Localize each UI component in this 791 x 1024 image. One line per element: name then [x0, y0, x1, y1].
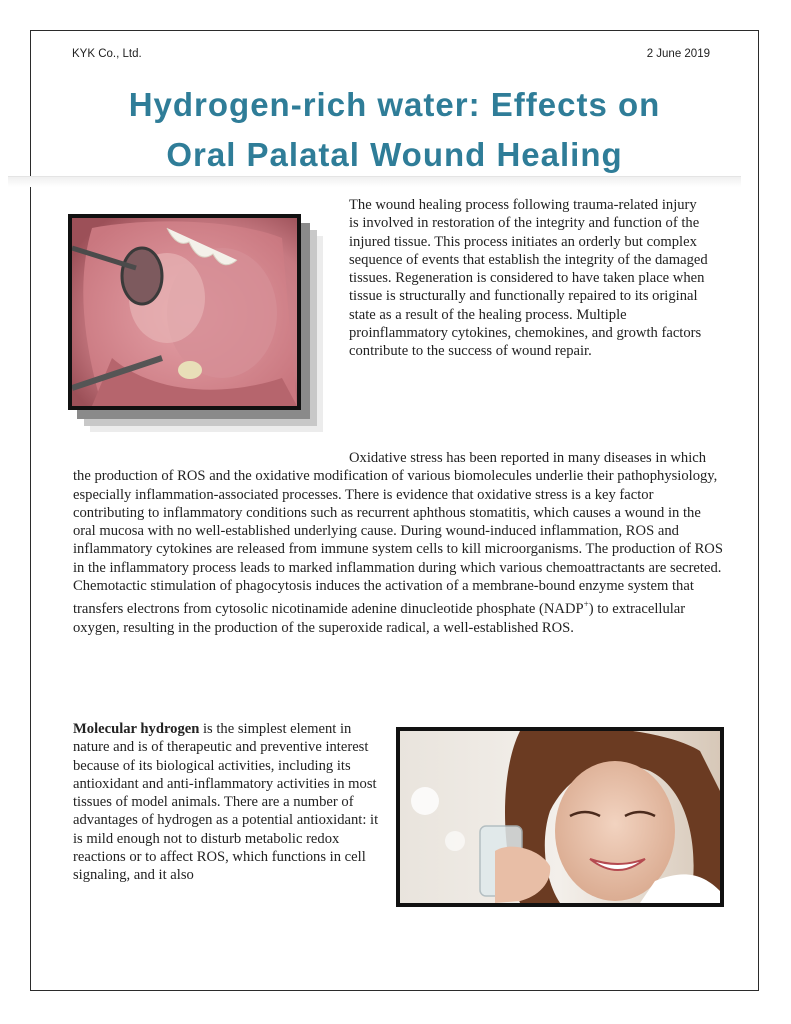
company-name: KYK Co., Ltd.: [72, 48, 142, 60]
p3-text: is the simplest element in nature and is of therapeutic and preventive interest because of its biological activities, including its antioxidant and anti-inflammatory activities in most tissues of model animals. There are a number of advantages of hydrogen as a potential antioxidant: it is mild enough not to disturb metabolic redox reactions or to affect ROS, which functions in cell signaling, and it also: [73, 721, 379, 884]
molecular-hydrogen-paragraph: [73, 720, 383, 885]
title-line-1: Hydrogen-rich water: Effects on: [128, 86, 661, 123]
title-divider: [8, 176, 741, 187]
document-title: [30, 80, 759, 180]
p2-superscript: +: [583, 599, 589, 610]
woman-drinking-water-photo: [396, 727, 724, 907]
intro-paragraph: The wound healing process following trauma-related injury is involved in restoration of the integrity and function of the injured tissue. This process initiates an orderly but complex sequence of events that establish the integrity of the damaged tissues. Regeneration is considered to have taken place when tissue is structurally and functionally repaired to its original state as a result of the healing process. Multiple proinflammatory cytokines, chemokines, and growth factors contribute to the success of wound repair.: [349, 197, 708, 360]
p3-bold-term: Molecular hydrogen: [73, 721, 200, 737]
oxidative-stress-paragraph: [73, 449, 723, 637]
document-date: 2 June 2019: [646, 48, 710, 60]
p2-text-a: Oxidative stress has been reported in many diseases in which the production of ROS and the oxidative modification of various biomolecules underlie their pathophysiology, especially inflammation-associated processes. There is evidence that oxidative stress is a key factor contributing to inflammatory conditions such as recurrent aphthous stomatitis, which causes a wound in the oral mucosa with no well-established underlying cause. During wound-induced inflammation, ROS and inflammatory cytokines are released from immune system cells to kill microorganisms. The production of ROS in the inflammatory process leads to marked inflammation during which various chemoattractants are secreted. Chemotactic stimulation of phagocytosis induces the activation of a membrane-bound enzyme system that transfers electrons from cytosolic nicotinamide adenine dinucleotide phosphate (NADP: [73, 450, 723, 618]
p2-text-b: ) to extracellular oxygen, resulting in the production of the superoxide radical, a well-established ROS.: [73, 601, 686, 636]
oral-wound-photo: [68, 214, 301, 410]
title-line-2: Oral Palatal Wound Healing: [166, 136, 623, 173]
